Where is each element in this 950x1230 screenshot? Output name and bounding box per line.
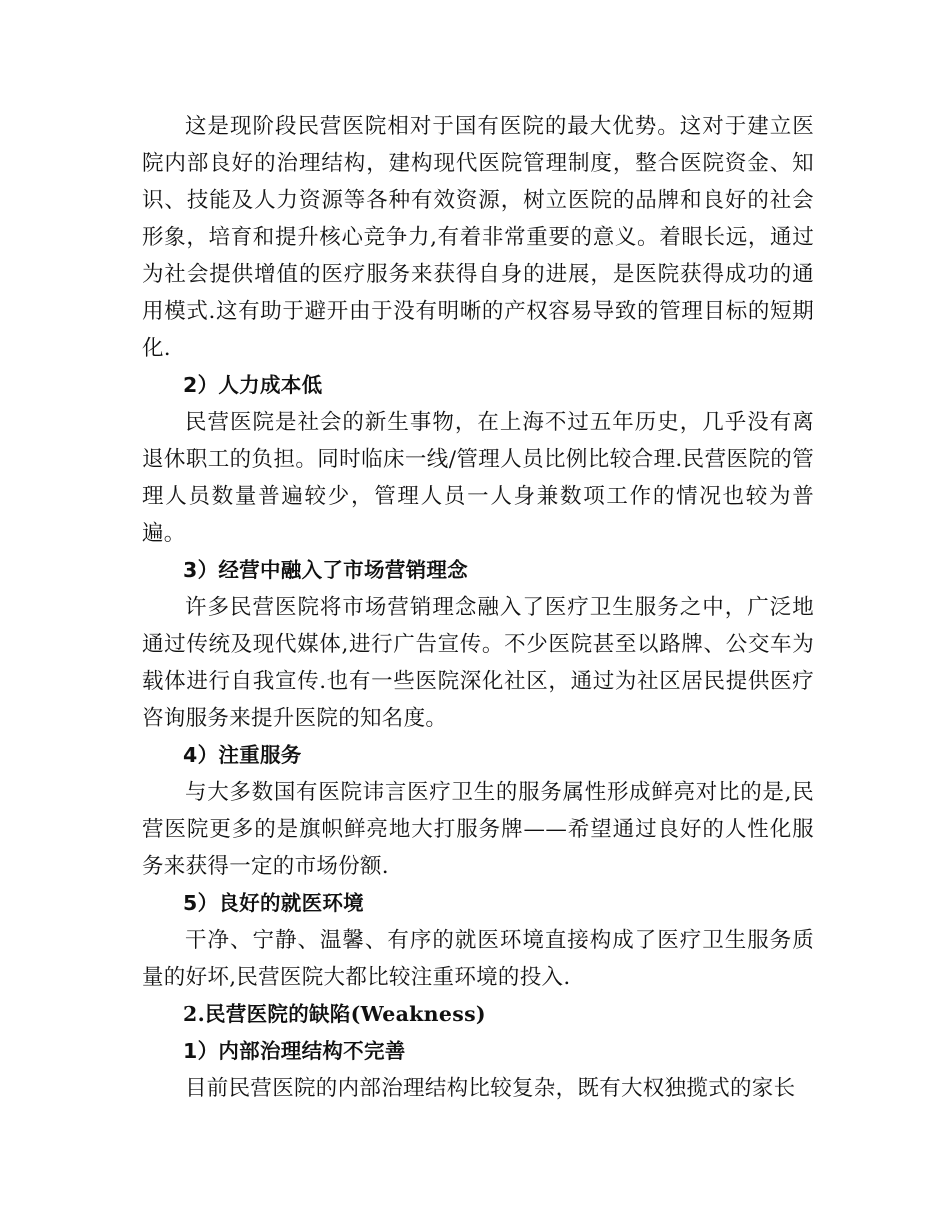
paragraph-good-environment: 干净、宁静、温馨、有序的就医环境直接构成了医疗卫生服务质量的好坏,民营医院大都比较注重环境的投入. xyxy=(142,928,814,990)
paragraph-low-labor-cost: 民营医院是社会的新生事物，在上海不过五年历史，几乎没有离退休职工的负担。同时临床一线/管理人员比例比较合理.民营医院的管理人员数量普遍较少，管理人员一人身兼数项工作的情况也较为普遍。 xyxy=(142,410,814,546)
paragraph-marketing-concept: 许多民营医院将市场营销理念融入了医疗卫生服务之中，广泛地通过传统及现代媒体,进行广告宣传。不少医院甚至以路牌、公交车为载体进行自我宣传.也有一些医院深化社区，通过为社区居民提供医疗咨询服务来提升医院的知名度。 xyxy=(142,595,814,731)
document-page xyxy=(142,108,814,1107)
paragraph-service-focus: 与大多数国有医院讳言医疗卫生的服务属性形成鲜亮对比的是,民营医院更多的是旗帜鲜亮地大打服务牌——希望通过良好的人性化服务来获得一定的市场份额. xyxy=(142,780,814,879)
heading-internal-governance: 1）内部治理结构不完善 xyxy=(183,1039,406,1063)
heading-low-labor-cost: 2）人力成本低 xyxy=(183,373,323,397)
paragraph-advantages-intro: 这是现阶段民营医院相对于国有医院的最大优势。这对于建立医院内部良好的治理结构，建构现代医院管理制度，整合医院资金、知识、技能及人力资源等各种有效资源，树立医院的品牌和良好的社会形象，培育和提升核心竞争力,有着非常重要的意义。着眼长远，通过为社会提供增值的医疗服务来获得自身的进展，是医院获得成功的通用模式.这有助于避开由于没有明晰的产权容易导致的管理目标的短期化. xyxy=(142,114,814,361)
paragraph-internal-governance: 目前民营医院的内部治理结构比较复杂，既有大权独揽式的家长 xyxy=(185,1076,796,1101)
heading-service-focus: 4）注重服务 xyxy=(183,743,302,767)
heading-marketing-concept: 3）经营中融入了市场营销理念 xyxy=(183,558,468,582)
section-heading-weakness: 2.民营医院的缺陷(Weakness) xyxy=(183,1002,486,1026)
heading-good-environment: 5）良好的就医环境 xyxy=(183,891,364,915)
